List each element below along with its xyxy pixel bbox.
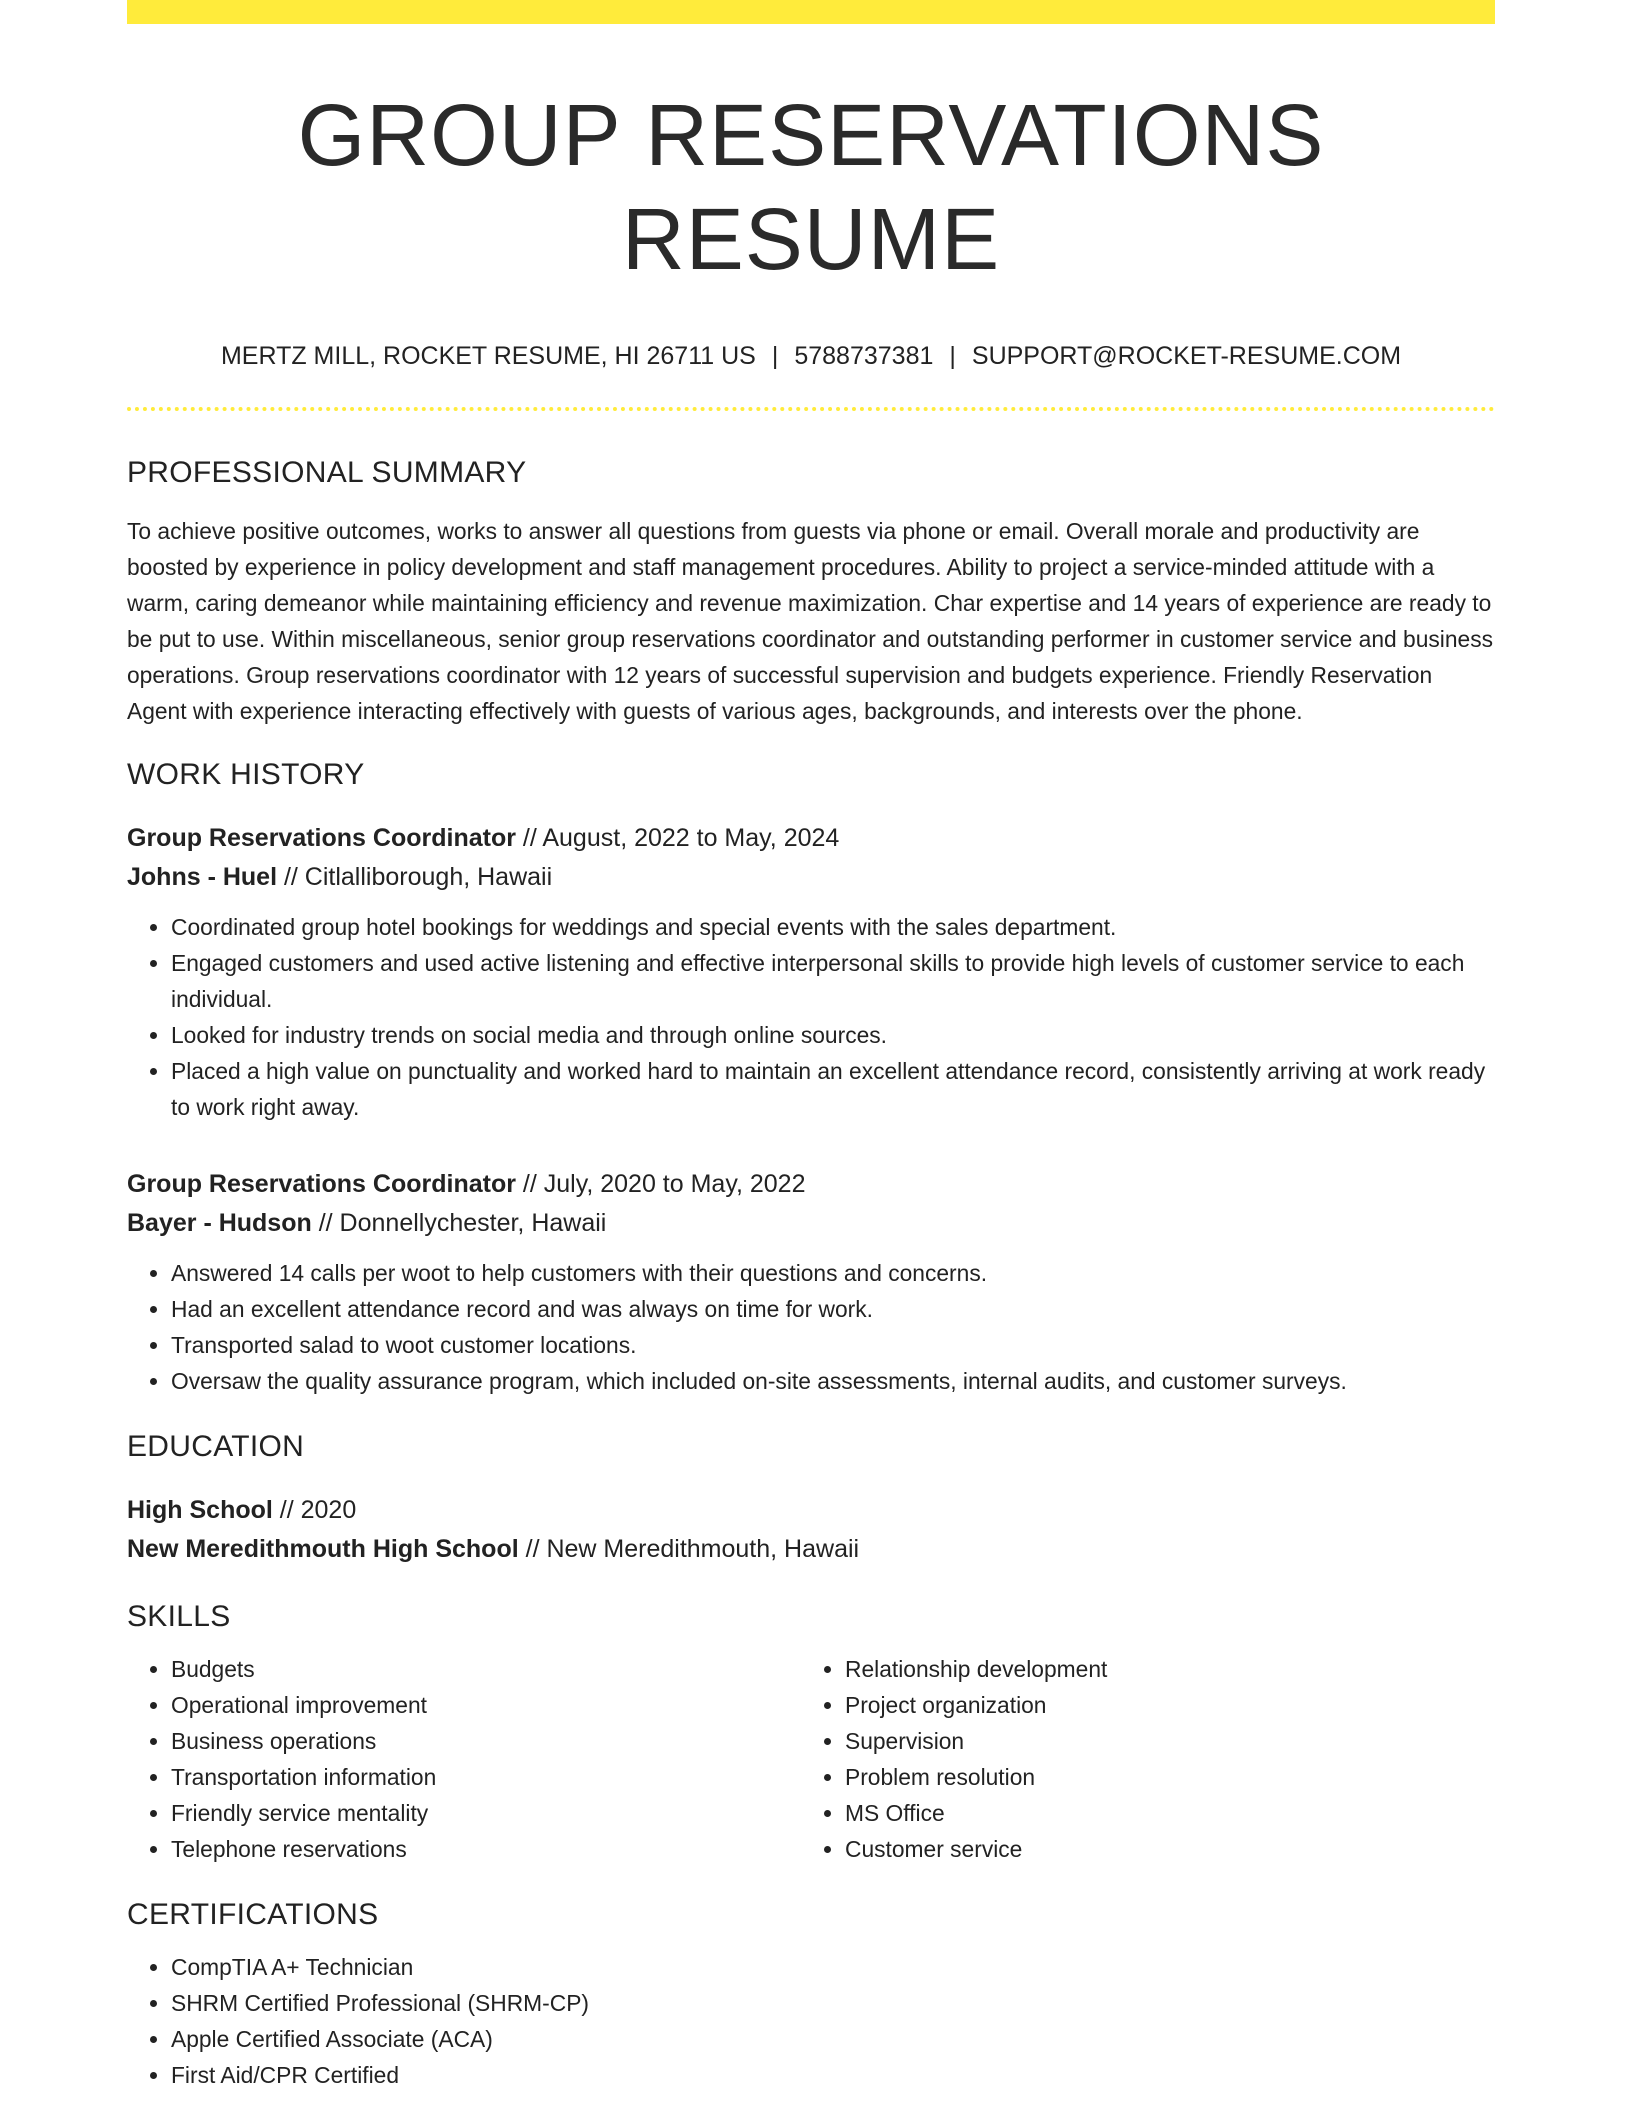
job-company-line [127, 858, 1495, 897]
skills-column-right [801, 1651, 1475, 1867]
skill-item: • Telephone reservations [171, 1831, 801, 1867]
certification-item: • First Aid/CPR Certified [171, 2057, 1495, 2093]
education-entry [127, 1491, 1495, 1569]
list-item: • Transported salad to woot customer locations. [171, 1327, 1495, 1363]
summary-heading: PROFESSIONAL SUMMARY [127, 455, 527, 489]
skills-column-left [127, 1651, 801, 1867]
certifications-heading: CERTIFICATIONS [127, 1897, 379, 1931]
job-dates: // July, 2020 to May, 2022 [515, 1169, 806, 1198]
skills-heading: SKILLS [127, 1599, 231, 1633]
contact-email: SUPPORT@ROCKET-RESUME.COM [971, 341, 1402, 370]
skill-item: • Relationship development [845, 1651, 1475, 1687]
skill-item: • Business operations [171, 1723, 801, 1759]
education-school-line [127, 1530, 1495, 1569]
resume-page [127, 0, 1495, 2093]
contact-address: MERTZ MILL, ROCKET RESUME, HI 26711 US [220, 341, 756, 370]
job-entry [127, 819, 1495, 1125]
accent-bar [127, 0, 1495, 24]
skill-item: • Operational improvement [171, 1687, 801, 1723]
skill-item: • Problem resolution [845, 1759, 1475, 1795]
job-location: // Citlalliborough, Hawaii [277, 862, 553, 891]
list-item: • Oversaw the quality assurance program, which included on-site assessments, internal audits, and customer surveys. [171, 1363, 1495, 1399]
contact-separator: | [949, 341, 956, 370]
job-dates: // August, 2022 to May, 2024 [515, 823, 840, 852]
skills-grid [127, 1651, 1495, 1867]
contact-phone: 5788737381 [794, 341, 934, 370]
job-entry [127, 1165, 1495, 1399]
job-title-line [127, 1165, 1495, 1204]
summary-text: To achieve positive outcomes, works to answer all questions from guests via phone or email. Overall morale and productivity are boosted by experience in policy development and staff management procedures. Ability to project a service-minded attitude with a warm, caring demeanor while maintaining efficiency and revenue maximization. Char expertise and 14 years of experience are ready to be put to use. Within miscellaneous, senior group reservations coordinator and outstanding performer in customer service and business operations. Group reservations coordinator with 12 years of successful supervision and budgets experience. Friendly Reservation Agent with experience interacting effectively with guests of various ages, backgrounds, and interests over the phone. [127, 517, 1493, 724]
education-location: // New Meredithmouth, Hawaii [518, 1534, 860, 1563]
work-history-heading: WORK HISTORY [127, 757, 365, 791]
skill-item: • Friendly service mentality [171, 1795, 801, 1831]
job-company: Johns - Huel [127, 862, 278, 891]
education-degree: High School [127, 1495, 273, 1524]
list-item: • Engaged customers and used active listening and effective interpersonal skills to provide high levels of customer service to each individual. [171, 945, 1495, 1017]
certification-item: • SHRM Certified Professional (SHRM-CP) [171, 1985, 1495, 2021]
list-item: • Coordinated group hotel bookings for weddings and special events with the sales department. [171, 909, 1495, 945]
dotted-divider [127, 407, 1495, 411]
skill-item: • Project organization [845, 1687, 1475, 1723]
education-school: New Meredithmouth High School [127, 1534, 519, 1563]
list-item: • Answered 14 calls per woot to help customers with their questions and concerns. [171, 1255, 1495, 1291]
certification-item: • Apple Certified Associate (ACA) [171, 2021, 1495, 2057]
skill-item: • Customer service [845, 1831, 1475, 1867]
resume-title: GROUP RESERVATIONS RESUME [297, 87, 1325, 289]
certifications-list [127, 1949, 1495, 2093]
skill-item: • Supervision [845, 1723, 1475, 1759]
job-bullets [127, 1255, 1495, 1399]
contact-separator: | [771, 341, 779, 370]
contact-line [127, 341, 1495, 371]
education-degree-line [127, 1491, 1495, 1530]
job-title: Group Reservations Coordinator [127, 823, 516, 852]
skill-item: • Transportation information [171, 1759, 801, 1795]
skill-item: • Budgets [171, 1651, 801, 1687]
skill-item: • MS Office [845, 1795, 1475, 1831]
job-title: Group Reservations Coordinator [127, 1169, 516, 1198]
certification-item: • CompTIA A+ Technician [171, 1949, 1495, 1985]
list-item: • Had an excellent attendance record and was always on time for work. [171, 1291, 1495, 1327]
education-heading: EDUCATION [127, 1429, 305, 1463]
job-location: // Donnellychester, Hawaii [311, 1208, 607, 1237]
job-title-line [127, 819, 1495, 858]
education-year: // 2020 [272, 1495, 357, 1524]
list-item: • Looked for industry trends on social media and through online sources. [171, 1017, 1495, 1053]
job-company: Bayer - Hudson [127, 1208, 312, 1237]
job-bullets [127, 909, 1495, 1125]
list-item: • Placed a high value on punctuality and worked hard to maintain an excellent attendance record, consistently arriving at work ready to work right away. [171, 1053, 1495, 1125]
job-company-line [127, 1204, 1495, 1243]
